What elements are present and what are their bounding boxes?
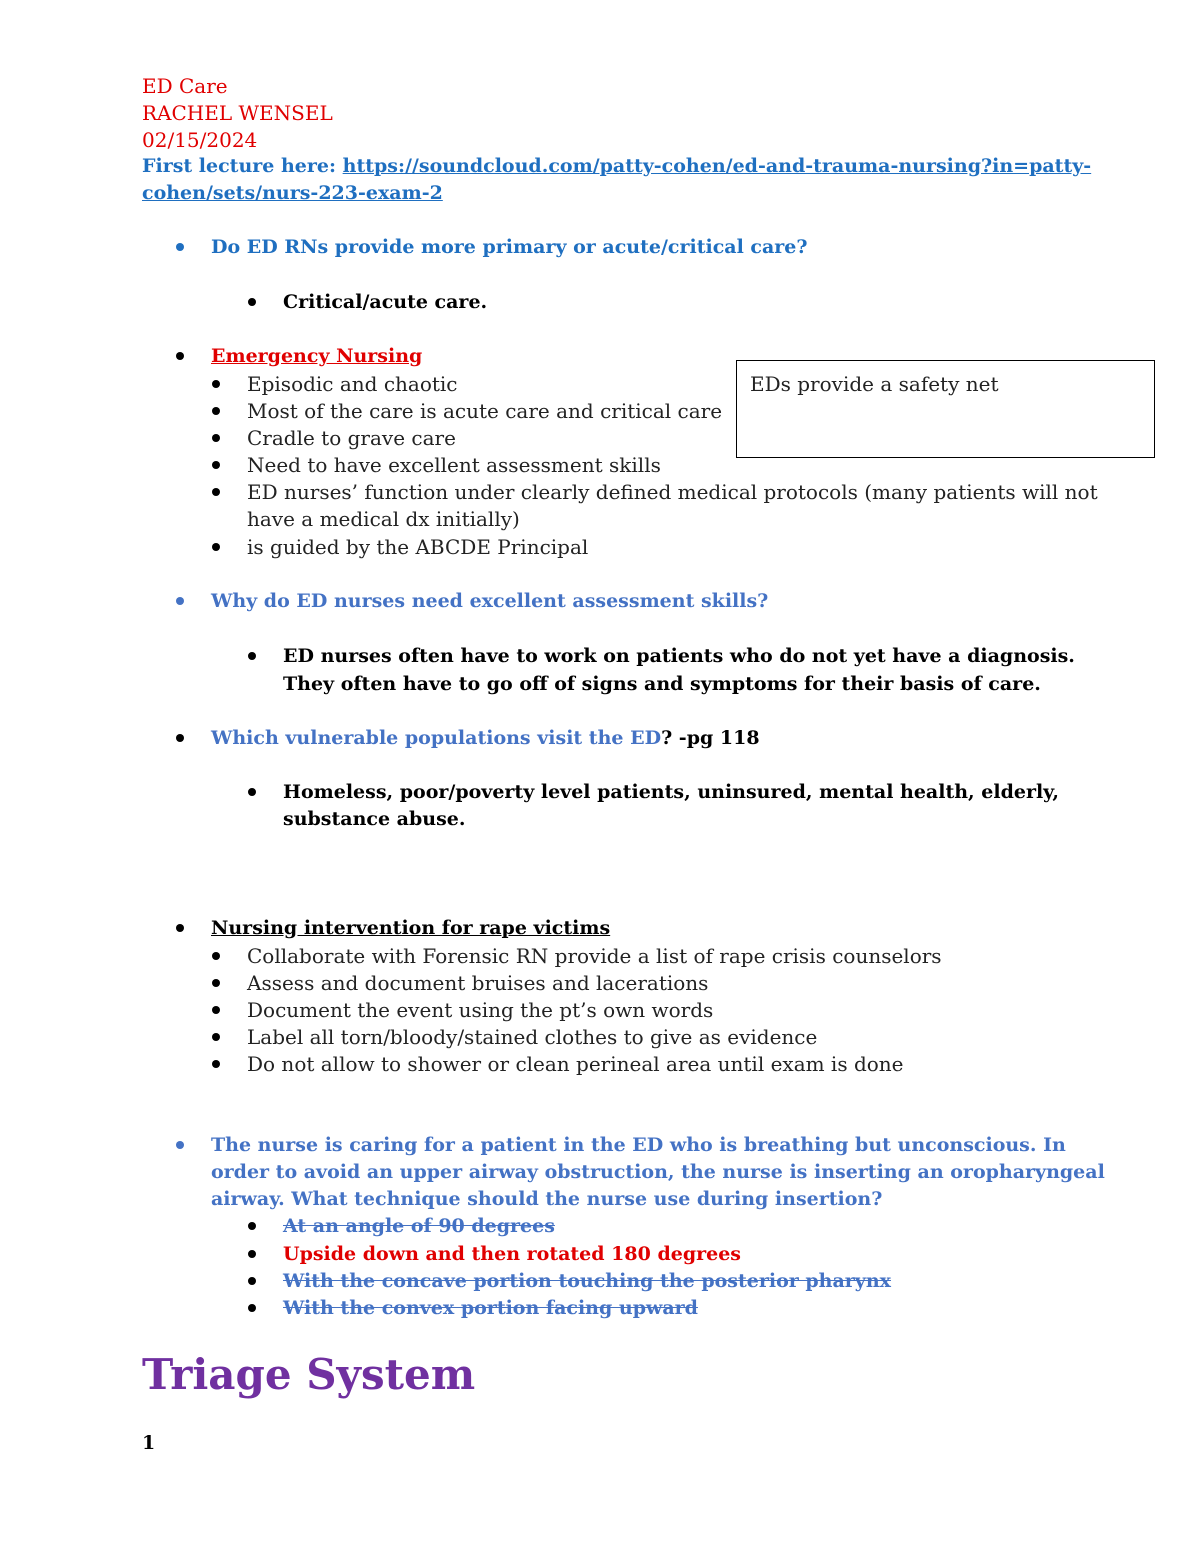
lecture-link-part2[interactable]: cohen/sets/nurs-223-exam-2 bbox=[142, 182, 443, 204]
q4-question: The nurse is caring for a patient in the ED who is breathing but unconscious. In bbox=[211, 1134, 1066, 1156]
bullet-icon bbox=[212, 461, 220, 469]
emergency-item-continued: have a medical dx initially) bbox=[247, 507, 520, 531]
q4-question-continued: airway. What technique should the nurse use during insertion? bbox=[211, 1188, 883, 1210]
bullet-icon bbox=[248, 652, 256, 660]
emergency-item: Cradle to grave care bbox=[247, 426, 456, 450]
note-text: EDs provide a safety net bbox=[750, 372, 999, 396]
doc-title: ED Care bbox=[142, 74, 228, 98]
bullet-icon bbox=[176, 734, 184, 742]
q3-answer: Homeless, poor/poverty level patients, uninsured, mental health, elderly, bbox=[283, 781, 1060, 803]
bullet-icon bbox=[176, 352, 184, 360]
bullet-icon bbox=[212, 407, 220, 415]
bullet-icon bbox=[212, 952, 220, 960]
bullet-icon bbox=[212, 1033, 220, 1041]
doc-author: RACHEL WENSEL bbox=[142, 101, 333, 125]
page-number: 1 bbox=[142, 1432, 156, 1454]
bullet-icon bbox=[212, 434, 220, 442]
bullet-icon bbox=[248, 298, 256, 306]
q4-question-continued: order to avoid an upper airway obstruction, the nurse is inserting an oropharyngeal bbox=[211, 1161, 1105, 1183]
bullet-icon bbox=[248, 1277, 256, 1285]
q2-answer: ED nurses often have to work on patients who do not yet have a diagnosis. bbox=[283, 645, 1075, 667]
q4-option-struck: At an angle of 90 degrees bbox=[283, 1215, 555, 1237]
doc-date: 02/15/2024 bbox=[142, 128, 258, 152]
bullet-icon bbox=[176, 1141, 184, 1149]
bullet-icon bbox=[212, 380, 220, 388]
emergency-item: is guided by the ABCDE Principal bbox=[247, 535, 589, 559]
bullet-icon bbox=[248, 1304, 256, 1312]
emergency-item: Need to have excellent assessment skills bbox=[247, 453, 661, 477]
bullet-icon bbox=[248, 1250, 256, 1258]
q4-option-struck: With the convex portion facing upward bbox=[283, 1297, 698, 1319]
q4-option-correct: Upside down and then rotated 180 degrees bbox=[283, 1243, 741, 1265]
lecture-line bbox=[142, 155, 1091, 177]
bullet-icon bbox=[212, 488, 220, 496]
emergency-item: Episodic and chaotic bbox=[247, 372, 458, 396]
rape-item: Assess and document bruises and lacerations bbox=[247, 971, 709, 995]
q3-question-suffix: ? -pg 118 bbox=[661, 727, 760, 749]
bullet-icon bbox=[176, 243, 184, 251]
bullet-icon bbox=[212, 543, 220, 551]
rape-item: Collaborate with Forensic RN provide a list of rape crisis counselors bbox=[247, 944, 942, 968]
emergency-item: Most of the care is acute care and critical care bbox=[247, 399, 723, 423]
bullet-icon bbox=[176, 597, 184, 605]
rape-item: Document the event using the pt’s own words bbox=[247, 998, 714, 1022]
emergency-item: ED nurses’ function under clearly defined medical protocols (many patients will not bbox=[247, 480, 1098, 504]
rape-item: Do not allow to shower or clean perineal area until exam is done bbox=[247, 1052, 904, 1076]
lecture-label: First lecture here: bbox=[142, 155, 343, 177]
q3-question bbox=[211, 727, 760, 749]
q2-question: Why do ED nurses need excellent assessment skills? bbox=[211, 590, 769, 612]
bullet-icon bbox=[212, 1060, 220, 1068]
bullet-icon bbox=[248, 788, 256, 796]
rape-heading: Nursing intervention for rape victims bbox=[211, 917, 611, 939]
bullet-icon bbox=[212, 979, 220, 987]
emergency-heading: Emergency Nursing bbox=[211, 345, 423, 367]
note-box bbox=[736, 360, 1155, 458]
bullet-icon bbox=[248, 1222, 256, 1230]
q3-question-text: Which vulnerable populations visit the ED bbox=[211, 727, 662, 749]
section-heading: Triage System bbox=[142, 1350, 476, 1399]
q1-question: Do ED RNs provide more primary or acute/critical care? bbox=[211, 236, 808, 258]
q4-option-struck: With the concave portion touching the posterior pharynx bbox=[283, 1270, 891, 1292]
lecture-link-part1[interactable]: https://soundcloud.com/patty-cohen/ed-and-trauma-nursing?in=patty- bbox=[342, 155, 1092, 177]
q3-answer-continued: substance abuse. bbox=[283, 808, 466, 830]
q2-answer-continued: They often have to go off of signs and symptoms for their basis of care. bbox=[283, 673, 1041, 695]
rape-item: Label all torn/bloody/stained clothes to give as evidence bbox=[247, 1025, 818, 1049]
q1-answer: Critical/acute care. bbox=[283, 291, 488, 313]
bullet-icon bbox=[212, 1006, 220, 1014]
bullet-icon bbox=[176, 924, 184, 932]
